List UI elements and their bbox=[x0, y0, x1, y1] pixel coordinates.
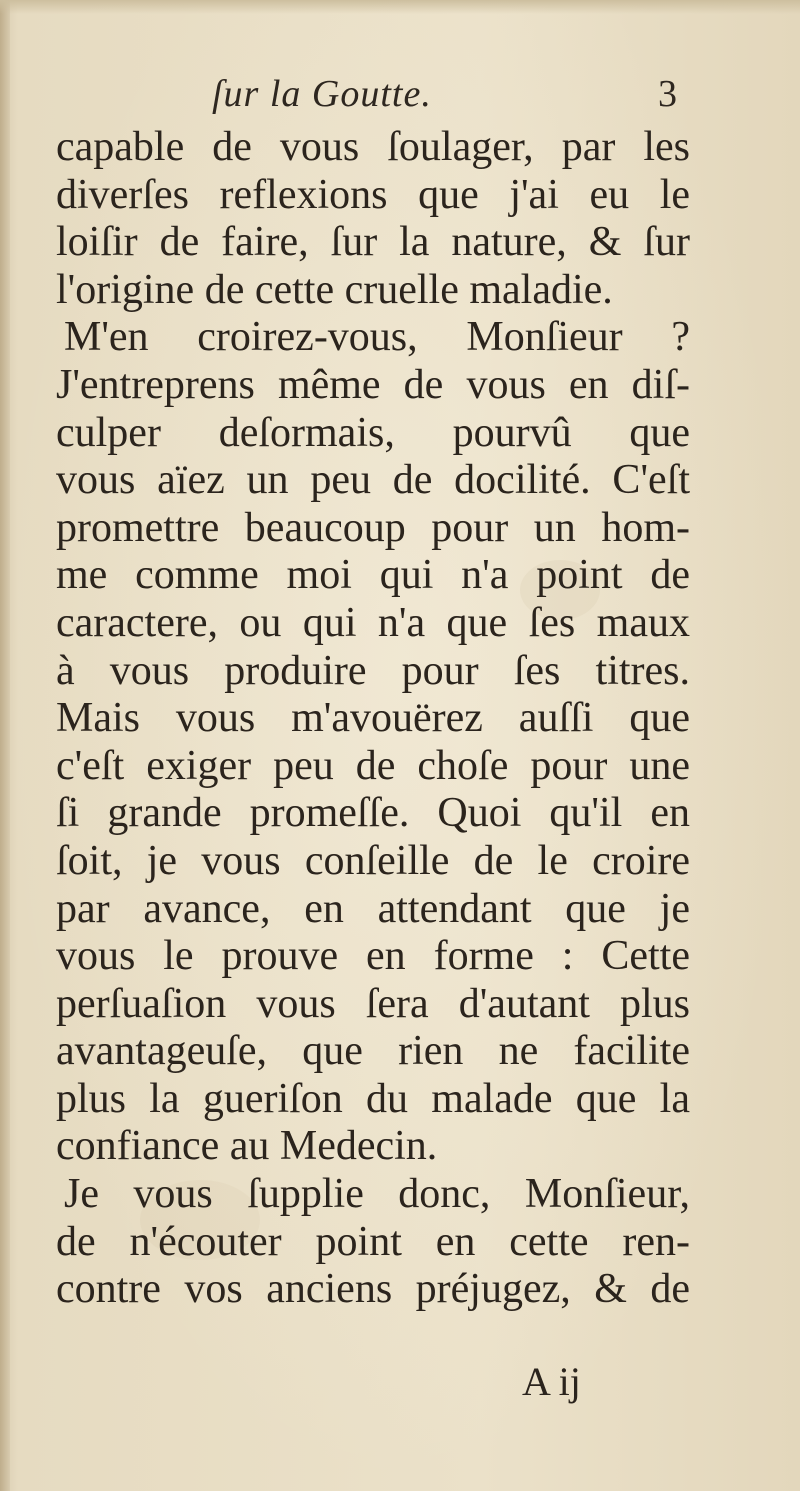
text-line: avantageuſe, que rien ne facilite bbox=[56, 1028, 690, 1075]
text-line: confiance au Medecin. bbox=[56, 1123, 438, 1170]
running-head bbox=[0, 72, 800, 122]
text-line: ſi grande promeſſe. Quoi qu'il en bbox=[56, 790, 690, 837]
page-top-edge bbox=[0, 0, 800, 14]
page-number: 3 bbox=[658, 73, 677, 115]
text-line: promettre beaucoup pour un hom- bbox=[56, 504, 690, 551]
text-line: capable de vous ſoulager, par les bbox=[56, 124, 690, 170]
text-line: l'origine de cette cruelle maladie. bbox=[56, 266, 613, 313]
text-line: plus la gueriſon du malade que la bbox=[56, 1075, 690, 1122]
text-line: par avance, en attendant que je bbox=[56, 885, 690, 932]
text-line: M'en croirez-vous, Monſieur ? bbox=[64, 314, 690, 361]
signature-mark: A ij bbox=[522, 1359, 581, 1404]
text-line: Mais vous m'avouërez auſſi que bbox=[56, 695, 690, 742]
text-line: contre vos anciens préjugez, & de bbox=[56, 1266, 690, 1313]
text-line: Je vous ſupplie donc, Monſieur, bbox=[64, 1171, 690, 1218]
text-line: me comme moi qui n'a point de bbox=[56, 552, 690, 599]
text-line: vous le prouve en forme : Cette bbox=[56, 933, 690, 980]
text-line: de n'écouter point en cette ren- bbox=[56, 1218, 690, 1265]
text-line: diverſes reflexions que j'ai eu le bbox=[56, 171, 690, 218]
text-line: à vous produire pour ſes titres. bbox=[56, 647, 690, 694]
running-head-title: ſur la Goutte. bbox=[212, 73, 432, 115]
text-line: caractere, ou qui n'a que ſes maux bbox=[56, 599, 690, 646]
text-line: ſoit, je vous conſeille de le croire bbox=[56, 837, 690, 884]
body-text bbox=[56, 124, 690, 1314]
text-line: J'entreprens même de vous en diſ- bbox=[56, 361, 690, 408]
text-line: culper deſormais, pourvû que bbox=[56, 409, 690, 456]
text-line: vous aïez un peu de docilité. C'eſt bbox=[56, 457, 690, 504]
text-line: c'eſt exiger peu de choſe pour une bbox=[56, 742, 690, 789]
text-line: perſuaſion vous ſera d'autant plus bbox=[56, 980, 690, 1027]
text-line: loiſir de faire, ſur la nature, & ſur bbox=[56, 219, 690, 266]
page-gutter-shadow bbox=[0, 0, 10, 1491]
